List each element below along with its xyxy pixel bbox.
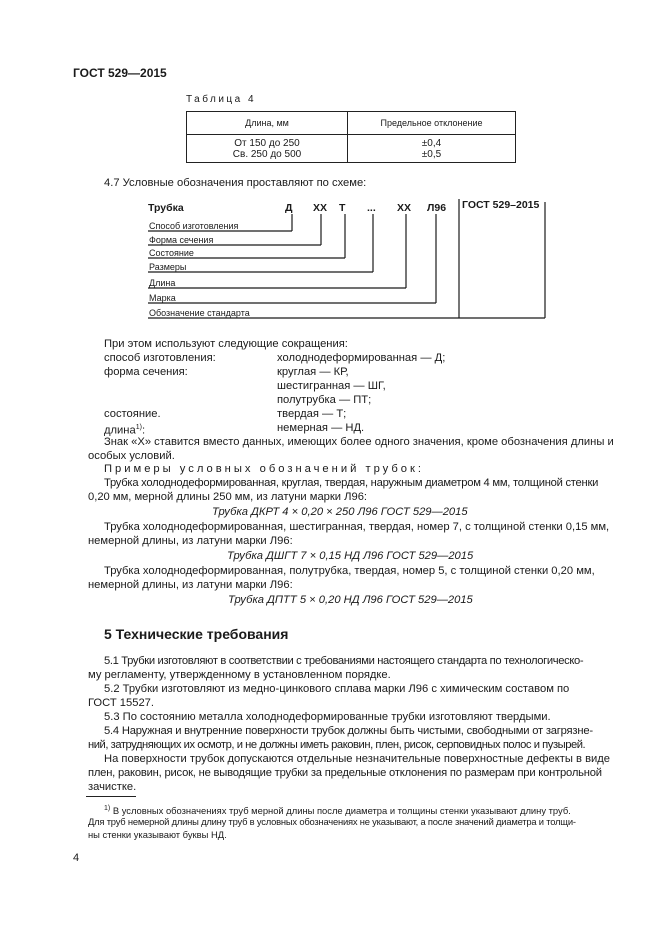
para-5-4b-line3: зачистке. (88, 781, 137, 793)
scheme-label-standard: Обозначение стандарта (149, 308, 250, 318)
designation-scheme (0, 0, 661, 330)
scheme-label-size: Размеры (149, 262, 187, 272)
abbr-value-length: немерная — НД. (277, 422, 365, 434)
scheme-token-standard: ГОСТ 529–2015 (462, 199, 540, 211)
table-4 (186, 111, 516, 163)
para-5-2-line1: 5.2 Трубки изготовляют из медно-цинкового сплава марки Л96 с химическим составом по (104, 683, 570, 695)
table-cell-tolerance (348, 135, 516, 163)
abbr-intro: При этом используют следующие сокращения: (104, 338, 348, 350)
abbr-value-hex: шестигранная — ШГ, (277, 380, 386, 392)
tolerance-row-1: ±0,4 (421, 137, 442, 149)
para-5-2-line2: ГОСТ 15527. (88, 697, 154, 709)
abbr-term-length-colon: : (141, 424, 146, 437)
scheme-label-method: Способ изготовления (149, 221, 239, 231)
abbr-term-length-text: длина (104, 424, 136, 437)
footnote-divider (86, 796, 136, 797)
table-cell-length (187, 135, 348, 163)
scheme-label-grade: Марка (149, 293, 176, 303)
para-5-4-line1: 5.4 Наружная и внутренние поверхности трубок должны быть чистыми, свободными от загрязне- (104, 725, 593, 737)
example-3-line1: Трубка холоднодеформированная, полутрубка, твердая, номер 5, с толщиной стенки 0,20 мм, (104, 565, 595, 577)
abbr-term-shape: форма сечения: (104, 366, 188, 378)
abbr-value-method: холоднодеформированная — Д; (277, 352, 446, 364)
page-number: 4 (73, 852, 80, 864)
para-5-4-line2: ний, затрудняющих их осмотр, и не должны иметь раковин, плен, рисок, серповидных полос и пузырей. (88, 739, 586, 751)
scheme-label-length: Длина (149, 278, 176, 288)
example-2-code: Трубка ДШГТ 7 × 0,15 НД Л96 ГОСТ 529—2015 (227, 550, 474, 562)
para-5-3: 5.3 По состоянию металла холоднодеформированные трубки изготовляют твердыми. (104, 711, 551, 723)
scheme-token-grade: Л96 (427, 202, 447, 214)
footnote-line1-text: В условных обозначениях труб мерной длины после диаметра и толщины стенки указывают длину труб. (110, 805, 571, 817)
example-2-line2: немерной длины, из латуни марки Л96: (88, 535, 293, 547)
table-header-tolerance: Предельное отклонение (348, 112, 516, 135)
scheme-label-shape: Форма сечения (149, 235, 214, 245)
scheme-token-state: Т (339, 202, 346, 214)
table-header-length: Длина, мм (187, 112, 348, 135)
footnote-line3: ны стенки указывают буквы НД. (88, 829, 227, 840)
scheme-token-shape: ХХ (313, 202, 328, 214)
table-caption: Таблица 4 (186, 94, 257, 105)
example-2-line1: Трубка холоднодеформированная, шестигранная, твердая, номер 7, с толщиной стенки 0,15 мм, (104, 521, 610, 533)
x-sign-note-line2: особых условий. (88, 450, 175, 462)
abbr-value-half: полутрубка — ПТ; (277, 394, 372, 406)
example-1-code: Трубка ДКРТ 4 × 0,20 × 250 Л96 ГОСТ 529—2015 (212, 506, 468, 518)
scheme-token-size: ... (367, 202, 376, 214)
examples-title: Примеры условных обозначений трубок: (104, 463, 425, 475)
doc-header: ГОСТ 529—2015 (73, 66, 167, 80)
example-1-line2: 0,20 мм, мерной длины 250 мм, из латуни марки Л96: (88, 491, 368, 503)
example-3-line2: немерной длины, из латуни марки Л96: (88, 579, 293, 591)
section-5-title: 5 Технические требования (104, 626, 289, 642)
para-5-4b-line2: плен, раковин, рисок, не выводящие трубки за предельные отклонения по размерам при контрольной (88, 767, 602, 779)
abbr-term-method: способ изготовления: (104, 352, 216, 364)
scheme-token-length: ХХ (397, 202, 412, 214)
example-1-line1: Трубка холоднодеформированная, круглая, твердая, наружным диаметром 4 мм, толщиной стенки (104, 477, 599, 489)
scheme-label-state: Состояние (149, 248, 194, 258)
para-5-4b-line1: На поверхности трубок допускаются отдельные незначительные поверхностные дефекты в виде (104, 753, 611, 765)
footnote-mark: 1) (104, 805, 111, 812)
tolerance-row-2: ±0,5 (421, 148, 442, 160)
abbr-value-state: твердая — Т; (277, 408, 347, 420)
scheme-token-method: Д (285, 202, 293, 214)
para-5-1-line2: му регламенту, утвержденному в установленном порядке. (88, 669, 391, 681)
para-5-1-line1: 5.1 Трубки изготовляют в соответствии с требованиями настоящего стандарта по технологическо- (104, 655, 584, 667)
footnote-line2: Для труб немерной длины длину труб в условных обозначениях не указывают, а после значений диаметра и толщи- (88, 816, 576, 827)
length-row-2: Св. 250 до 500 (232, 148, 302, 160)
abbr-value-round: круглая — КР, (277, 366, 349, 378)
abbr-term-state: состояние. (104, 408, 161, 420)
x-sign-note-line1: Знак «Х» ставится вместо данных, имеющих более одного значения, кроме обозначения длины и (104, 436, 614, 448)
section-4-7-intro: 4.7 Условные обозначения проставляют по схеме: (104, 177, 367, 189)
example-3-code: Трубка ДПТТ 5 × 0,20 НД Л96 ГОСТ 529—2015 (228, 594, 473, 606)
footnote-ref: 1) (135, 424, 142, 431)
scheme-token-tube: Трубка (148, 202, 184, 214)
length-row-1: От 150 до 250 (234, 137, 300, 149)
